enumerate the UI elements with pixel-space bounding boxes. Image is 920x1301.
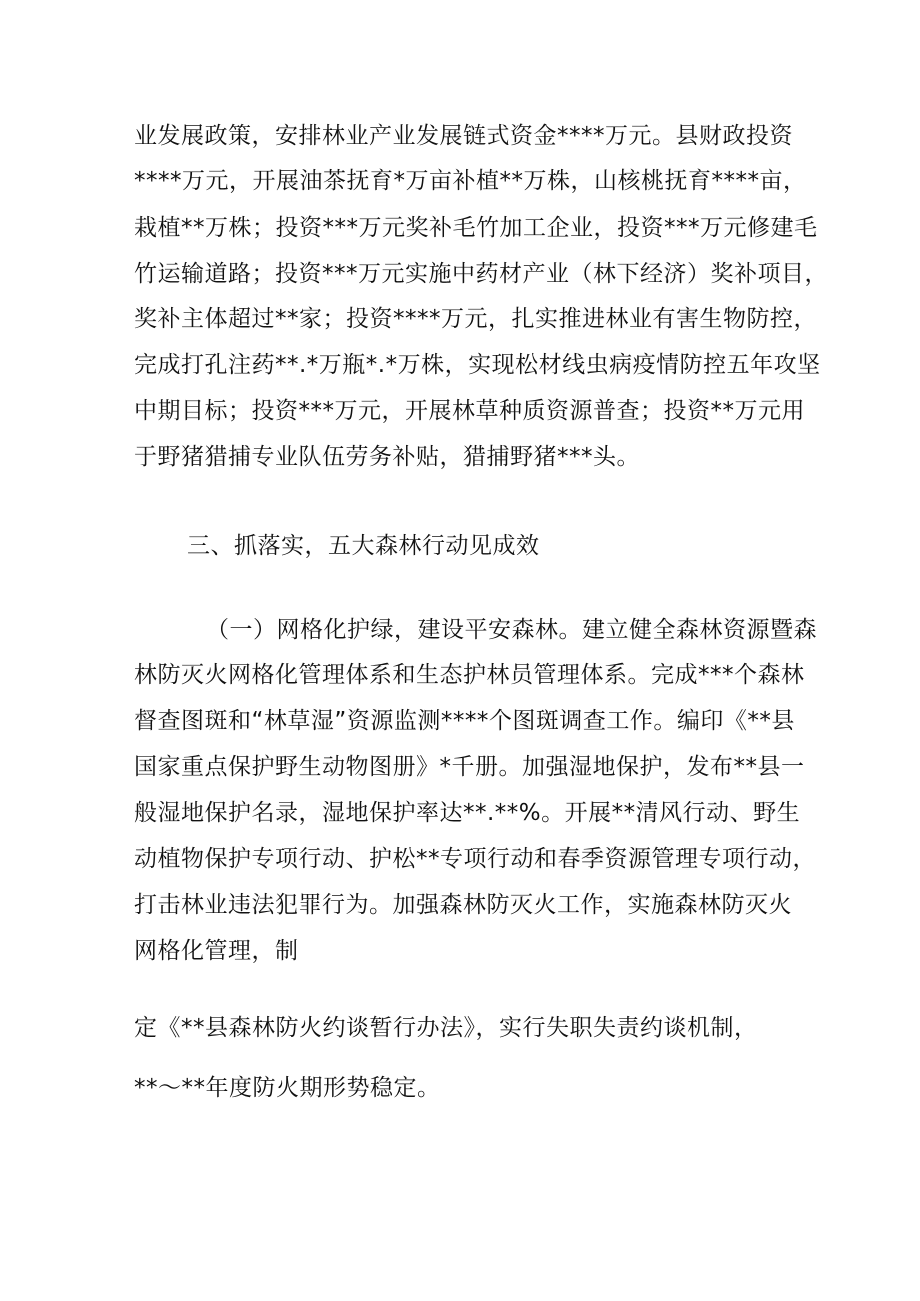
text-line: 于野猪猎捕专业队伍劳务补贴，猎捕野猪***头。 xyxy=(134,444,640,470)
section-heading: 三、抓落实，五大森林行动见成效 xyxy=(187,533,540,559)
text-line: 奖补主体超过**家；投资****万元，扎实推进林业有害生物防控， xyxy=(134,306,817,332)
text-line: 国家重点保护野生动物图册》*千册。加强湿地保护，发布**县一 xyxy=(134,754,805,780)
text-line: 网格化管理，制 xyxy=(134,938,299,964)
text-line: 林防灭火网格化管理体系和生态护林员管理体系。完成***个森林 xyxy=(134,662,805,688)
text-line: 动植物保护专项行动、护松**专项行动和春季资源管理专项行动， xyxy=(134,846,816,872)
text-line: 督查图斑和“林草湿”资源监测****个图斑调查工作。编印《**县 xyxy=(134,708,795,734)
text-line: 般湿地保护名录，湿地保护率达**.**%。开展**清风行动、野生 xyxy=(134,800,801,826)
text-line: 中期目标；投资***万元，开展林草种质资源普查；投资**万元用 xyxy=(134,398,805,424)
text-line: ****万元，开展油茶抚育*万亩补植**万株，山核桃抚育****亩， xyxy=(134,168,807,194)
text-line: 定《**县森林防火约谈暂行办法》，实行失职失责约谈机制， xyxy=(134,1015,758,1041)
text-line: （一）网格化护绿，建设平安森林。建立健全森林资源暨森 xyxy=(206,617,817,643)
text-line: 业发展政策，安排林业产业发展链式资金****万元。县财政投资 xyxy=(134,123,793,149)
text-line: 完成打孔注药**.*万瓶*.*万株，实现松材线虫病疫情防控五年攻坚 xyxy=(134,352,821,378)
text-line: 栽植**万株；投资***万元奖补毛竹加工企业，投资***万元修建毛 xyxy=(134,215,818,241)
text-line: **〜**年度防火期形势稳定。 xyxy=(134,1075,441,1101)
text-line: 打击林业违法犯罪行为。加强森林防灭火工作，实施森林防灭火 xyxy=(134,892,792,918)
text-line: 竹运输道路；投资***万元实施中药材产业（林下经济）奖补项目， xyxy=(134,261,828,287)
